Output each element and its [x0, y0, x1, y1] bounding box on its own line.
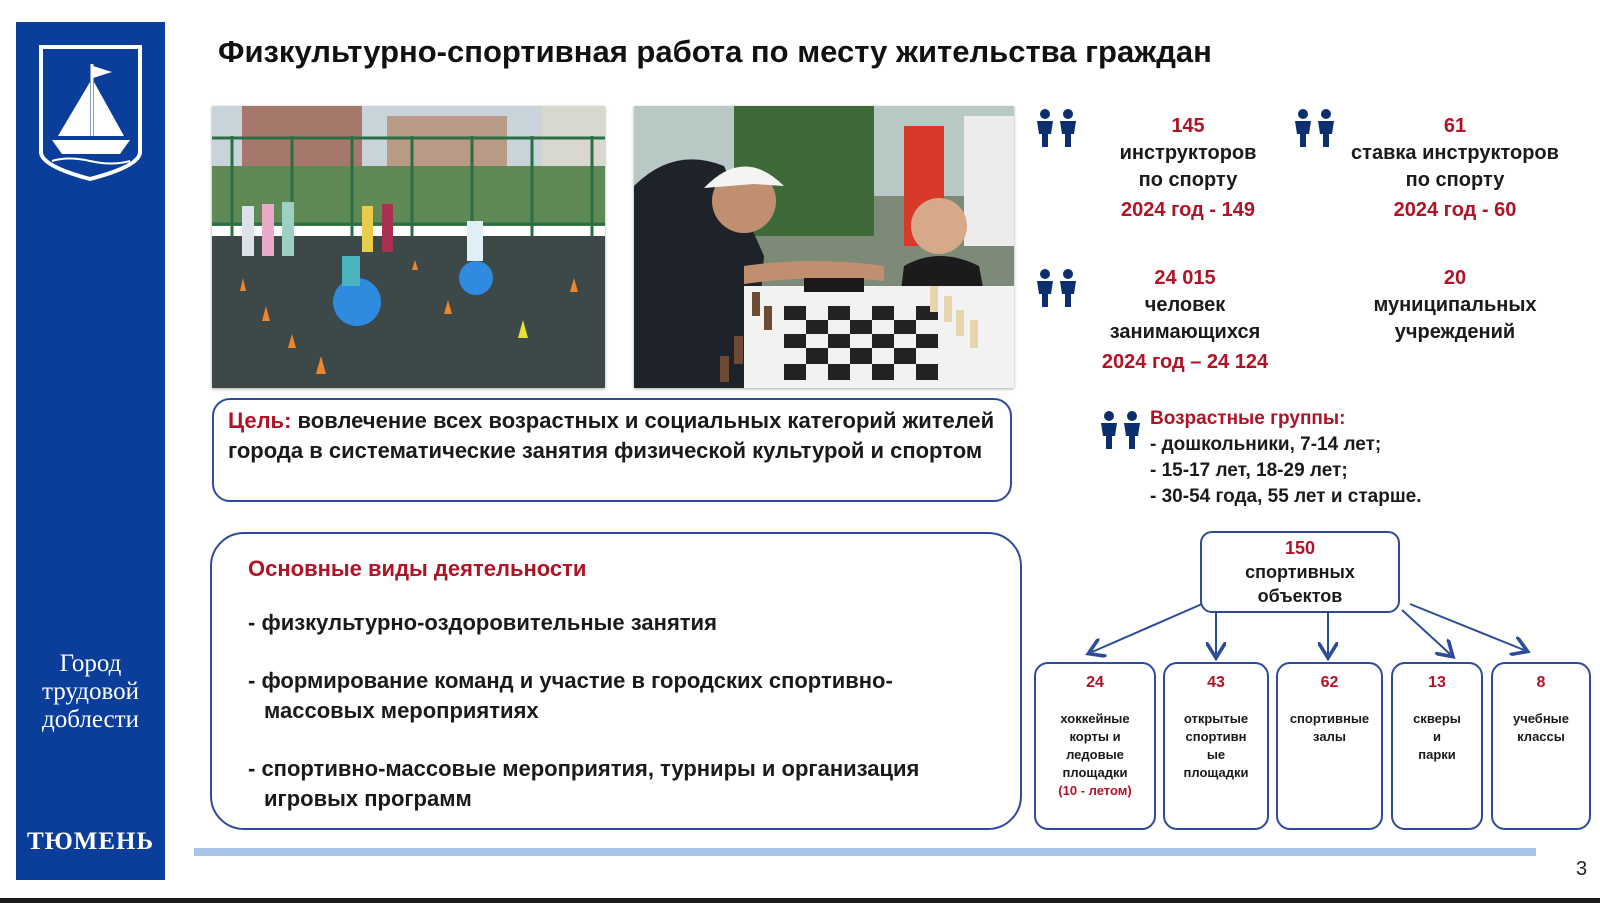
- stat-label: занимающихся: [1109, 321, 1261, 343]
- sport-object-count: 8: [1536, 674, 1546, 691]
- sport-object-count: 13: [1428, 674, 1446, 691]
- goal-box: [212, 398, 1012, 502]
- people-icon: [1098, 410, 1144, 450]
- age-groups: [1150, 406, 1422, 510]
- sport-objects-label: спортивных: [1245, 562, 1355, 582]
- sport-object-card: [1163, 662, 1269, 830]
- photo-kids-playground: [212, 106, 605, 388]
- sport-object-card: [1491, 662, 1591, 830]
- sport-object-card: [1391, 662, 1483, 830]
- sport-object-label: парки: [1418, 747, 1456, 762]
- stat-previous: 2024 год – 24 124: [1101, 351, 1269, 373]
- sport-objects-label: объектов: [1257, 586, 1343, 606]
- stat-instructors: [1088, 113, 1288, 224]
- stat-number: 24 015: [1154, 267, 1216, 289]
- tree-arrows: [1040, 600, 1560, 664]
- sport-object-label: скверы: [1413, 711, 1461, 726]
- stat-institutions: [1350, 265, 1560, 346]
- stat-number: 20: [1443, 267, 1467, 289]
- age-groups-title: Возрастные группы:: [1150, 408, 1346, 429]
- activities-box: [210, 532, 1022, 830]
- stat-label: муниципальных: [1373, 294, 1537, 316]
- sport-object-card: [1276, 662, 1383, 830]
- sidebar: [16, 22, 165, 880]
- sport-objects-total: 150: [1284, 538, 1316, 558]
- sport-object-label: корты и: [1069, 729, 1121, 744]
- sport-object-label: ые: [1206, 747, 1226, 762]
- page-number: 3: [1576, 858, 1588, 880]
- stat-previous: 2024 год - 60: [1393, 199, 1517, 221]
- photo-kids-chess: [634, 106, 1014, 388]
- sport-object-label: площадки: [1183, 765, 1249, 780]
- city-name: ТЮМЕНЬ: [26, 828, 155, 855]
- sport-object-label: классы: [1517, 729, 1565, 744]
- sport-object-label: залы: [1313, 729, 1346, 744]
- sport-object-label: и: [1433, 729, 1441, 744]
- stat-label: ставка инструкторов: [1351, 142, 1559, 164]
- sport-object-label: учебные: [1512, 711, 1570, 726]
- stat-previous: 2024 год - 149: [1121, 199, 1255, 221]
- stat-label: инструкторов: [1119, 142, 1257, 164]
- city-coat-of-arms-icon: [38, 44, 143, 182]
- age-group-item: - дошкольники, 7-14 лет;: [1150, 434, 1382, 455]
- activities-title: Основные виды деятельности: [248, 556, 587, 581]
- city-motto: Город трудовой доблести: [41, 650, 140, 733]
- activity-item: - физкультурно-оздоровительные занятия: [248, 610, 717, 635]
- age-group-item: - 30-54 года, 55 лет и старше.: [1150, 486, 1422, 507]
- sport-object-label: открытые: [1183, 711, 1249, 726]
- activity-item: - формирование команд и участие в городских спортивно-массовых мероприятиях: [248, 668, 893, 723]
- stat-instructor-rates: [1330, 113, 1580, 224]
- sport-object-note: (10 - летом): [1058, 783, 1132, 798]
- page-title: Физкультурно-спортивная работа по месту жительства граждан: [218, 34, 1212, 69]
- sport-object-label: спортивн: [1185, 729, 1247, 744]
- bottom-border: [0, 898, 1600, 903]
- stat-participants: [1080, 265, 1290, 376]
- goal-text: вовлечение всех возрастных и социальных категорий жителей города в систематические занятия физической культурой и спортом: [228, 408, 995, 463]
- sport-object-label: спортивные: [1289, 711, 1370, 726]
- sport-object-label: хоккейные: [1060, 711, 1130, 726]
- sport-object-count: 43: [1207, 674, 1225, 691]
- stat-label: по спорту: [1138, 169, 1238, 191]
- age-group-item: - 15-17 лет, 18-29 лет;: [1150, 460, 1348, 481]
- sport-object-card: [1034, 662, 1156, 830]
- stat-label: человек: [1144, 294, 1226, 316]
- stat-number: 145: [1171, 115, 1205, 137]
- footer-bar: [194, 848, 1536, 856]
- activity-item: - спортивно-массовые мероприятия, турниры и организация игровых программ: [248, 756, 920, 811]
- goal-label: Цель:: [228, 408, 292, 433]
- sport-object-count: 62: [1320, 674, 1339, 691]
- stat-label: учреждений: [1394, 321, 1516, 343]
- people-icon: [1034, 268, 1080, 308]
- sport-object-count: 24: [1086, 674, 1104, 691]
- stat-label: по спорту: [1405, 169, 1505, 191]
- stat-number: 61: [1443, 115, 1467, 137]
- sport-object-label: ледовые: [1066, 747, 1124, 762]
- people-icon: [1034, 108, 1080, 148]
- sport-object-label: площадки: [1062, 765, 1128, 780]
